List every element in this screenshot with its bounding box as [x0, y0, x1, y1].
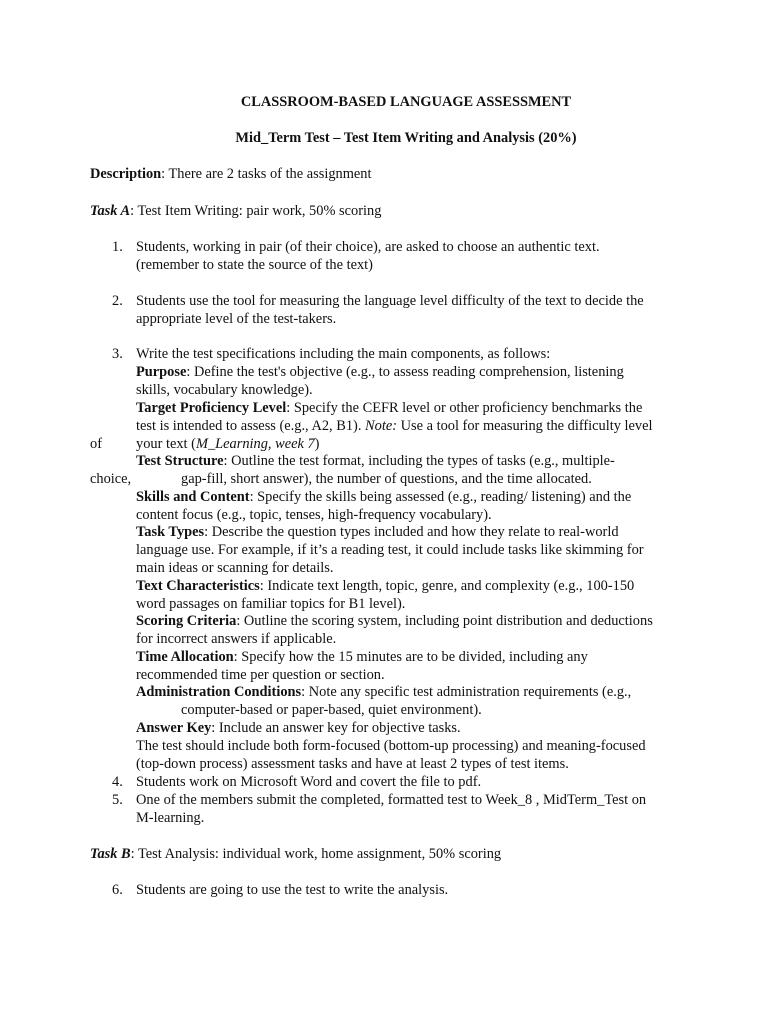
task-types-line-3: main ideas or scanning for details.	[136, 560, 334, 576]
time-allocation-text: : Specify how the 15 minutes are to be divided, including any	[233, 649, 588, 665]
stray-choice: choice,	[90, 471, 132, 487]
time-allocation-line-1	[136, 648, 588, 666]
scoring-criteria-line-2: for incorrect answers if applicable.	[136, 631, 337, 647]
test-structure-text: : Outline the test format, including the types of tasks (e.g., multiple-	[223, 453, 615, 469]
list-item-5-line-1: One of the members submit the completed, formatted test to Week_8 , MidTerm_Test on	[136, 792, 647, 808]
task-b-heading	[90, 845, 501, 863]
target-level-line-3	[136, 435, 319, 453]
list-number: 2.	[112, 293, 123, 309]
test-structure-line-1	[136, 452, 615, 470]
list-number: 4.	[112, 774, 123, 790]
admin-conditions-line-1	[136, 683, 631, 701]
document-title: CLASSROOM-BASED LANGUAGE ASSESSMENT	[240, 94, 572, 110]
scoring-criteria-line-1	[136, 612, 653, 630]
list-item-4-line-1: Students work on Microsoft Word and covert the file to pdf.	[136, 774, 482, 790]
note-text: Use a tool for measuring the difficulty level	[397, 418, 653, 434]
item-3-intro: Write the test specifications including the main components, as follows:	[136, 346, 551, 362]
final-note-line-1: The test should include both form-focused (bottom-up processing) and meaning-focused	[136, 738, 646, 754]
task-b-label: Task B	[90, 846, 131, 862]
document-subtitle: Mid_Term Test – Test Item Writing and Analysis (20%)	[235, 130, 577, 146]
time-allocation-label: Time Allocation	[136, 649, 234, 665]
target-level-line-2	[136, 417, 653, 435]
task-a-text: : Test Item Writing: pair work, 50% scoring	[130, 203, 382, 219]
test-structure-line-2: gap-fill, short answer), the number of questions, and the time allocated.	[181, 471, 592, 487]
skills-content-label: Skills and Content	[136, 489, 250, 505]
scoring-criteria-label: Scoring Criteria	[136, 613, 237, 629]
list-number: 6.	[112, 882, 123, 898]
skills-content-line-2: content focus (e.g., topic, tenses, high-frequency vocabulary).	[136, 507, 492, 523]
stray-of: of	[90, 436, 102, 452]
task-types-line-1	[136, 523, 619, 541]
list-item-1-line-1: Students, working in pair (of their choice), are asked to choose an authentic text.	[136, 239, 600, 255]
description-paragraph	[90, 165, 372, 183]
list-item-1-line-2: (remember to state the source of the text)	[136, 257, 373, 273]
task-a-label: Task A	[90, 203, 131, 219]
skills-content-line-1	[136, 488, 631, 506]
task-b-text: : Test Analysis: individual work, home assignment, 50% scoring	[130, 846, 502, 862]
note-label: Note:	[365, 418, 398, 434]
task-a-heading	[90, 202, 381, 220]
list-number: 1.	[112, 239, 123, 255]
closing-paren: )	[314, 436, 320, 452]
task-types-text: : Describe the question types included and how they relate to real-world	[204, 524, 619, 540]
target-level-label: Target Proficiency Level	[136, 400, 287, 416]
admin-conditions-line-2: computer-based or paper-based, quiet environment).	[181, 702, 482, 718]
answer-key-label: Answer Key	[136, 720, 212, 736]
skills-content-text: : Specify the skills being assessed (e.g., reading/ listening) and the	[249, 489, 632, 505]
purpose-line-1	[136, 363, 624, 381]
target-level-line-1	[136, 399, 642, 417]
admin-conditions-label: Administration Conditions	[136, 684, 302, 700]
list-number: 5.	[112, 792, 123, 808]
purpose-text: : Define the test's objective (e.g., to assess reading comprehension, listening	[186, 364, 624, 380]
text-characteristics-text: : Indicate text length, topic, genre, and complexity (e.g., 100-150	[259, 578, 635, 594]
answer-key-text: : Include an answer key for objective tasks.	[211, 720, 461, 736]
list-item-5-line-2: M-learning.	[136, 810, 205, 826]
admin-conditions-text: : Note any specific test administration requirements (e.g.,	[301, 684, 632, 700]
list-item-6-line-1: Students are going to use the test to write the analysis.	[136, 882, 449, 898]
target-level-text: : Specify the CEFR level or other proficiency benchmarks the	[286, 400, 643, 416]
final-note-line-2: (top-down process) assessment tasks and have at least 2 types of test items.	[136, 756, 569, 772]
answer-key-line	[136, 719, 461, 737]
test-structure-label: Test Structure	[136, 453, 224, 469]
text-characteristics-line-2: word passages on familiar topics for B1 level).	[136, 596, 406, 612]
list-number: 3.	[112, 346, 123, 362]
text-characteristics-line-1	[136, 577, 634, 595]
description-text: : There are 2 tasks of the assignment	[161, 166, 372, 182]
task-types-line-2: language use. For example, if it’s a reading test, it could include tasks like skimming for	[136, 542, 644, 558]
list-item-2-line-2: appropriate level of the test-takers.	[136, 311, 337, 327]
m-learning-reference: M_Learning, week 7	[195, 436, 315, 452]
purpose-line-2: skills, vocabulary knowledge).	[136, 382, 313, 398]
purpose-label: Purpose	[136, 364, 187, 380]
list-item-2-line-1: Students use the tool for measuring the language level difficulty of the text to decide the	[136, 293, 644, 309]
target-level-text-3: your text (	[136, 436, 196, 452]
text-characteristics-label: Text Characteristics	[136, 578, 260, 594]
scoring-criteria-text: : Outline the scoring system, including point distribution and deductions	[236, 613, 653, 629]
target-level-text-2: test is intended to assess (e.g., A2, B1).	[136, 418, 366, 434]
description-label: Description	[90, 166, 162, 182]
task-types-label: Task Types	[136, 524, 205, 540]
time-allocation-line-2: recommended time per question or section.	[136, 667, 385, 683]
